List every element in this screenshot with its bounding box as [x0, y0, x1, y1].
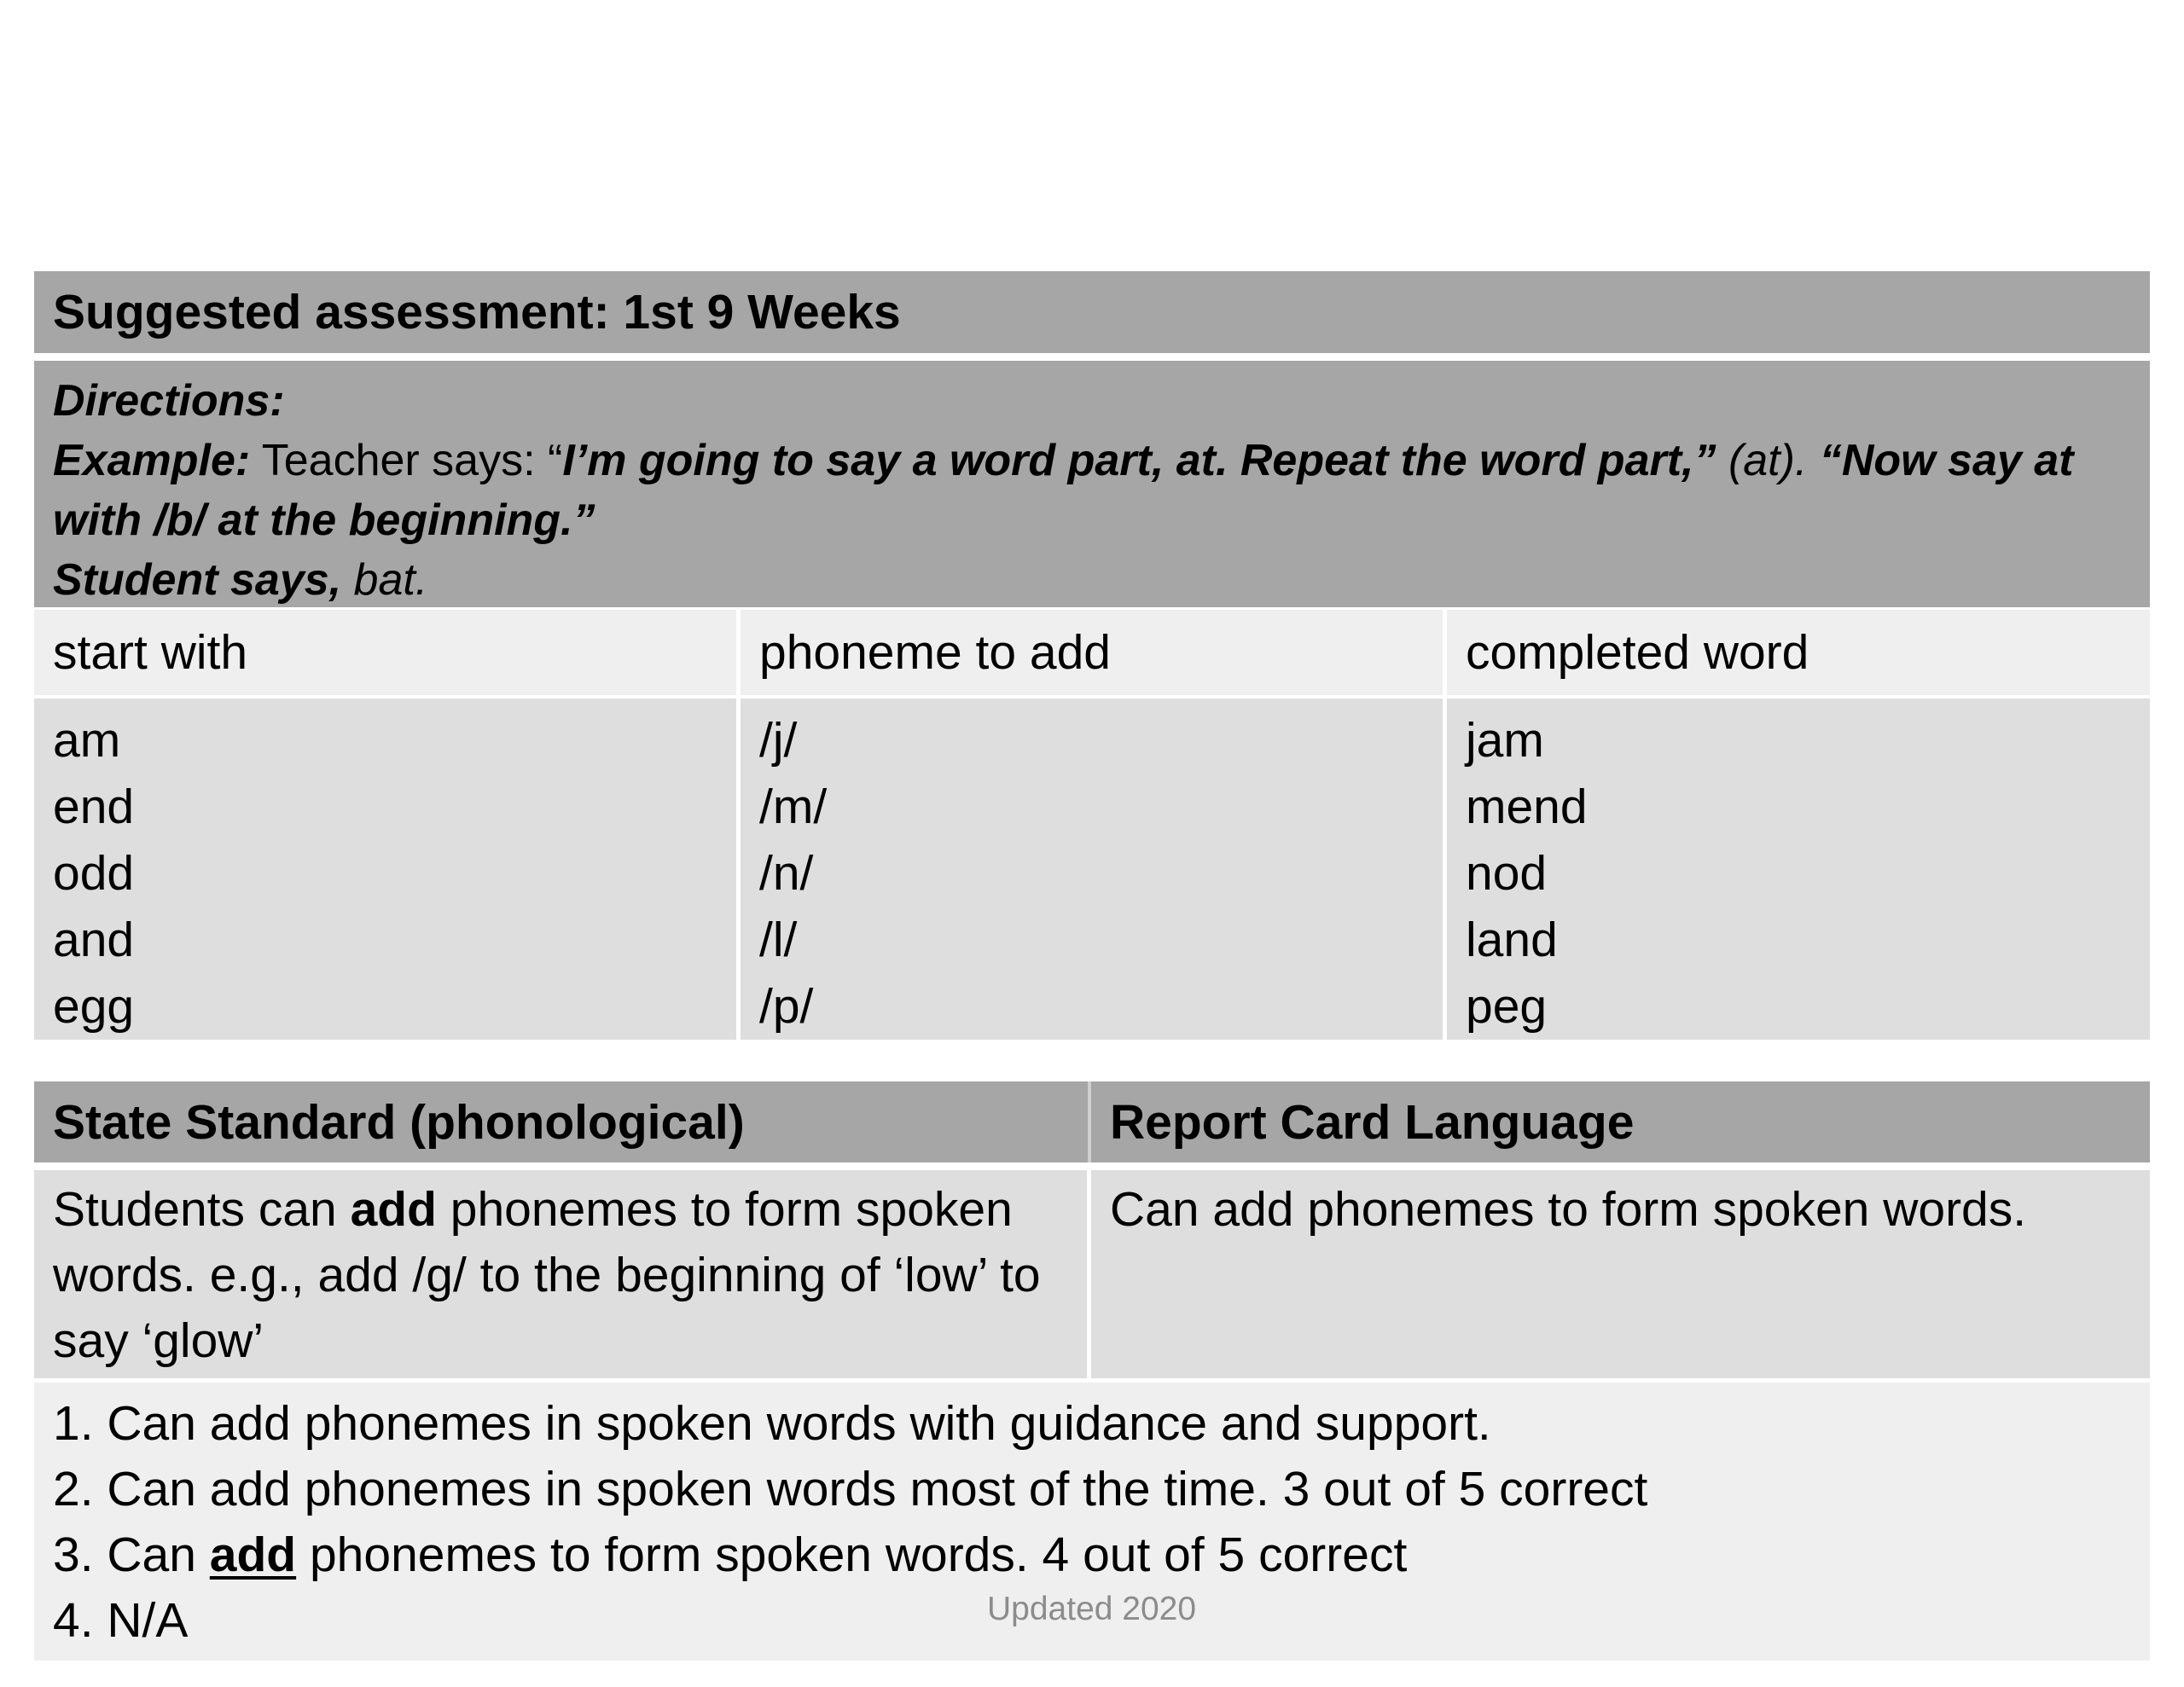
standard-table [34, 1081, 2150, 1661]
state-standard-header: State Standard (phonological) [34, 1081, 1091, 1162]
completed-word-column [1447, 699, 2150, 1040]
table-cell: am [53, 713, 121, 768]
assessment-title: Suggested assessment: 1st 9 Weeks [53, 285, 901, 339]
state-standard-text [34, 1170, 1091, 1378]
level-3-pre: 3. Can [53, 1528, 210, 1582]
example-italic: (at). [1716, 436, 1820, 485]
assessment-header [34, 271, 2150, 353]
start-with-column [34, 699, 741, 1040]
table-cell: /m/ [759, 780, 828, 834]
table-cell: land [1466, 913, 1558, 967]
table-cell: /p/ [759, 979, 814, 1034]
column-headers [34, 610, 2150, 695]
student-label: Student says, [53, 555, 342, 605]
standard-text-bold: add [350, 1182, 437, 1237]
table-cell: jam [1466, 713, 1544, 768]
level-4: 4. N/A [53, 1593, 189, 1648]
standard-text-post: phonemes to form spoken words. e.g., add /g/ to the beginning of ‘low’ to say ‘glow’ [53, 1182, 1041, 1368]
example-quote-2: “Now say at with /b/ at the beginning.” [53, 436, 2074, 545]
table-cell: and [53, 913, 135, 967]
directions-block [34, 361, 2150, 607]
table-cell: end [53, 780, 135, 834]
example-label: Example: [53, 436, 251, 485]
report-card-header: Report Card Language [1110, 1094, 1635, 1150]
level-1: 1. Can add phonemes in spoken words with guidance and support. [53, 1396, 1491, 1451]
phoneme-column [741, 699, 1447, 1040]
table-cell: peg [1466, 979, 1548, 1034]
table-cell: /j/ [759, 713, 798, 768]
level-3-bold: add [209, 1528, 297, 1582]
level-3 [53, 1522, 2131, 1588]
table-cell: odd [53, 846, 135, 901]
level-3-post: phonemes to form spoken words. 4 out of 5 correct [296, 1528, 1408, 1582]
header-start-with: start with [34, 610, 741, 695]
standard-content-row [34, 1170, 2150, 1378]
table-cell: nod [1466, 846, 1548, 901]
table-cell: /l/ [759, 913, 798, 967]
example-plain: Teacher says: “ [250, 436, 563, 485]
student-answer: bat. [341, 555, 428, 605]
example-quote-1: I’m going to say a word part, at. Repeat the word part,” [562, 436, 1716, 485]
header-phoneme: phoneme to add [741, 610, 1447, 695]
level-2: 2. Can add phonemes in spoken words most of the time. 3 out of 5 correct [53, 1462, 1648, 1516]
table-cell: /n/ [759, 846, 814, 901]
report-card-text: Can add phonemes to form spoken words. [1110, 1182, 2027, 1237]
standard-text-pre: Students can [53, 1182, 351, 1237]
table-cell: mend [1466, 780, 1588, 834]
footer-updated: Updated 2020 [987, 1591, 1197, 1627]
assessment-table [34, 271, 2150, 1040]
table-cell: egg [53, 979, 135, 1034]
header-completed-word: completed word [1466, 625, 1809, 680]
directions-label: Directions: [53, 376, 285, 426]
standard-header-row [34, 1081, 2150, 1162]
data-rows [34, 699, 2150, 1040]
